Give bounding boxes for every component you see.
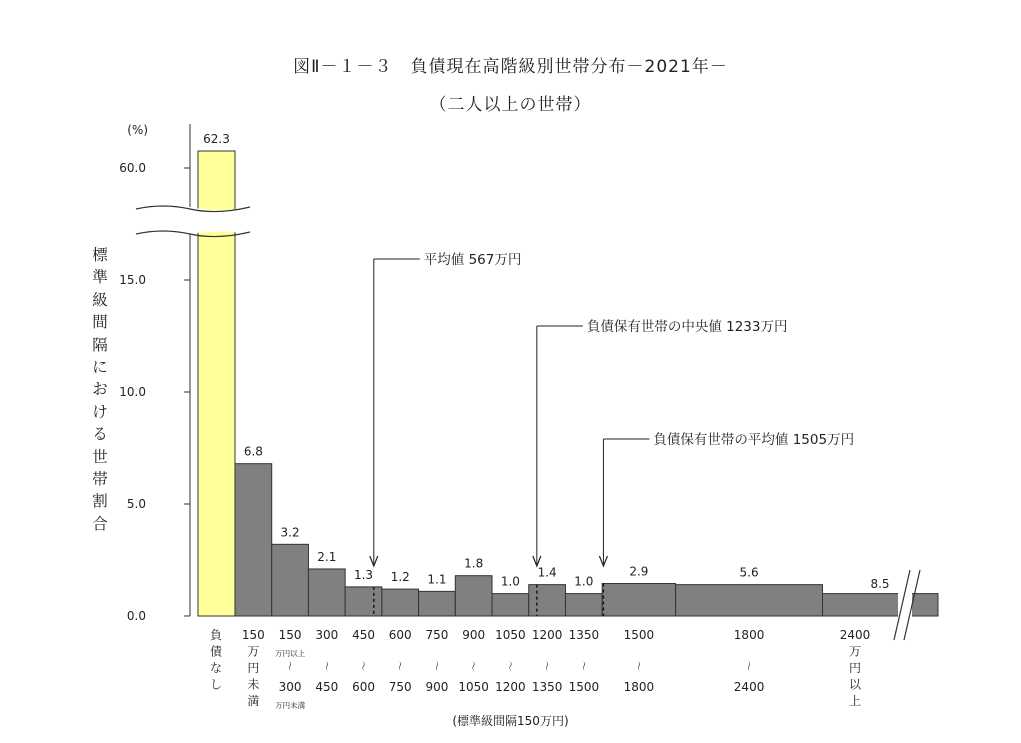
x-category-label: 600 <box>352 680 375 694</box>
x-category-label: 1800 <box>733 628 765 642</box>
x-category-label: 900 <box>425 680 449 694</box>
x-category-range-mark: ～ <box>742 661 754 671</box>
bar-value-label: 62.3 <box>203 132 230 146</box>
bar <box>676 585 823 616</box>
x-category-label: 300 <box>278 680 302 694</box>
y-tick-label: 15.0 <box>119 273 146 287</box>
x-category-label: 負 <box>209 628 223 642</box>
bar <box>565 594 602 616</box>
x-category-label: 万 <box>247 644 260 659</box>
bar <box>823 594 938 616</box>
x-category-range-mark: ～ <box>576 661 588 671</box>
x-category-label: 以 <box>848 677 862 692</box>
bar <box>382 589 419 616</box>
y-tick-label: 10.0 <box>119 385 146 399</box>
bar <box>345 587 382 616</box>
x-category-label: 1050 <box>495 628 526 642</box>
x-category-label: な <box>209 661 223 675</box>
x-category-range-mark: ～ <box>466 661 478 671</box>
bar <box>455 576 492 616</box>
x-category-range-mark: ～ <box>540 661 552 671</box>
x-category-label: 未 <box>247 677 260 692</box>
annotation-label: 負債保有世帯の中央値 1233万円 <box>586 319 788 335</box>
y-tick-label: 5.0 <box>126 497 146 511</box>
bar-value-label: 1.8 <box>464 556 484 571</box>
x-category-label: 750 <box>425 628 449 642</box>
y-unit-label: (%) <box>127 123 148 137</box>
bar-value-label: 1.4 <box>537 565 557 580</box>
x-category-label: 450 <box>352 628 375 642</box>
bar-value-label: 1.0 <box>574 574 594 589</box>
bar <box>492 594 529 616</box>
bar <box>272 544 309 616</box>
x-category-label: 1350 <box>531 680 563 694</box>
bar <box>308 569 345 616</box>
x-category-label: 600 <box>388 628 412 642</box>
bar-value-label: 1.1 <box>427 572 447 587</box>
x-category-label: 1500 <box>623 628 655 642</box>
x-category-label: 150 <box>241 628 265 642</box>
y-tick-label: 0.0 <box>126 609 146 623</box>
x-category-label: 1350 <box>568 628 600 642</box>
x-category-label: 900 <box>462 628 486 642</box>
x-category-label: 1200 <box>495 680 526 694</box>
bar-value-label: 6.8 <box>243 444 263 459</box>
bar <box>602 584 675 616</box>
bar <box>419 591 456 616</box>
bar-value-label: 1.3 <box>353 567 374 582</box>
chart-subtitle: （二人以上の世帯） <box>429 95 592 115</box>
chart-title: 図Ⅱ－１－３ 負債現在高階級別世帯分布－2021年－ <box>293 57 728 77</box>
x-category-label: 300 <box>315 628 339 642</box>
x-category-label: 上 <box>848 694 862 708</box>
bar <box>529 585 566 616</box>
x-category-label: 750 <box>388 680 412 694</box>
x-category-label: 450 <box>315 680 339 694</box>
x-category-range-mark: ～ <box>503 661 515 671</box>
x-category-label: 円 <box>848 661 862 675</box>
x-category-label: 2400 <box>839 628 871 642</box>
x-category-range-mark: ～ <box>631 661 643 671</box>
x-category-label: 1200 <box>531 628 563 642</box>
x-category-label: 150 <box>278 628 302 642</box>
bar-value-label: 3.2 <box>280 525 300 540</box>
x-category-range-mark: ～ <box>319 661 331 671</box>
annotation-label: 負債保有世帯の平均値 1505万円 <box>653 432 855 448</box>
bar <box>235 464 272 616</box>
x-category-sublabel: 万円未満 <box>275 701 306 710</box>
x-category-range-mark: ～ <box>356 661 368 671</box>
x-category-label: し <box>209 677 223 692</box>
bar-value-label: 1.2 <box>390 570 410 585</box>
x-category-range-mark: ～ <box>283 661 295 671</box>
x-category-label: 債 <box>209 644 223 659</box>
bar-value-label: 2.9 <box>629 564 649 579</box>
bar-value-label: 5.6 <box>739 565 759 580</box>
annotation-label: 平均値 567万円 <box>423 252 522 268</box>
bar-value-label: 8.5 <box>870 577 890 591</box>
bar-value-label: 2.1 <box>317 549 337 564</box>
x-category-sublabel: 万円以上 <box>275 649 306 658</box>
x-category-label: 万 <box>848 644 862 659</box>
x-category-label: 満 <box>247 694 260 708</box>
bar-value-label: 1.0 <box>500 574 520 589</box>
x-category-range-mark: ～ <box>393 661 405 671</box>
x-category-label: 2400 <box>733 680 765 694</box>
x-category-label: 円 <box>247 661 260 675</box>
x-category-label: 1500 <box>568 680 600 694</box>
x-category-range-mark: ～ <box>429 661 441 671</box>
x-category-label: 1050 <box>458 680 489 694</box>
y-tick-label: 60.0 <box>119 161 146 175</box>
x-category-label: 1800 <box>623 680 655 694</box>
y-axis-label: 標 準 級 間 隔 に お け る 世 帯 割 合 <box>92 246 108 533</box>
x-axis-unit-note: (標準級間隔150万円) <box>452 714 569 728</box>
